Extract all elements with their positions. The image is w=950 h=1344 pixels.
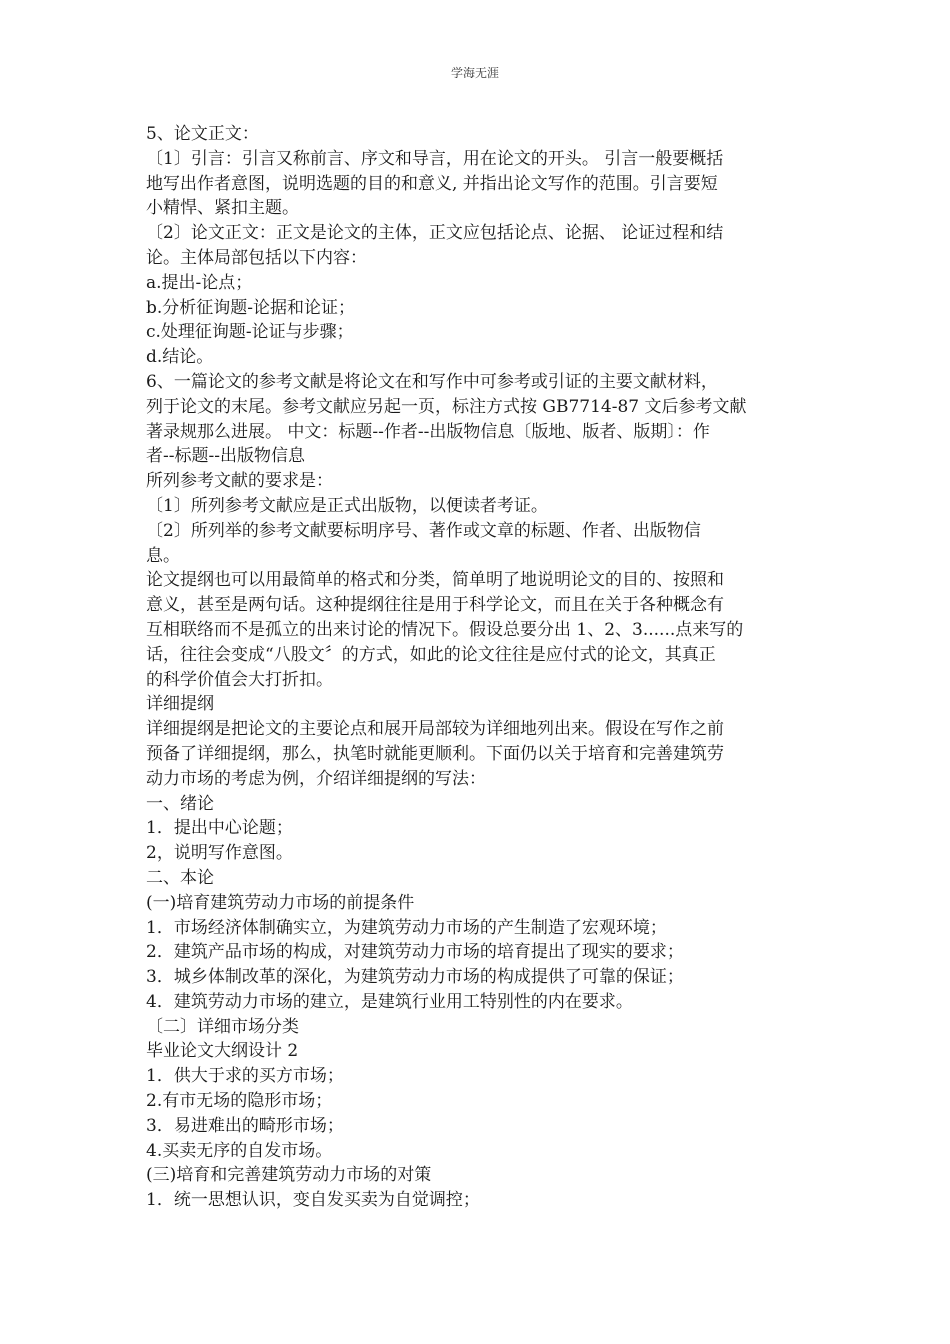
text-line: 2.有市无场的隐形市场； xyxy=(146,1091,333,1112)
text-line: 预备了详细提纲，那么，执笔时就能更顺利。下面仍以关于培育和完善建筑劳 xyxy=(146,743,724,764)
text-line: 4.买卖无序的自发市场。 xyxy=(146,1140,333,1161)
text-line: 〔1〕所列参考文献应是正式出版物，以便读者考证。 xyxy=(146,495,548,516)
text-line: 所列参考文献的要求是： xyxy=(146,471,333,492)
text-line: 1．提出中心论题； xyxy=(146,818,293,839)
text-line: 〔1〕引言：引言又称前言、序文和导言，用在论文的开头。 引言一般要概括 xyxy=(146,148,724,169)
text-line: 的科学价值会大打折扣。 xyxy=(146,669,333,690)
text-line: 3．易进难出的畸形市场； xyxy=(146,1115,344,1136)
text-line: 1．市场经济体制确实立，为建筑劳动力市场的产生制造了宏观环境； xyxy=(146,917,667,938)
text-line: 6、一篇论文的参考文献是将论文在和写作中可参考或引证的主要文献材料， xyxy=(146,371,718,392)
text-line: 一、绪论 xyxy=(146,793,214,814)
text-line: 地写出作者意图，说明选题的目的和意义, 并指出论文写作的范围。引言要短 xyxy=(146,173,718,194)
text-line: 5、论文正文： xyxy=(146,124,259,144)
page-header: 学海无涯 xyxy=(450,66,499,80)
text-line: 〔二〕详细市场分类 xyxy=(146,1016,299,1037)
text-line: (三)培育和完善建筑劳动力市场的对策 xyxy=(146,1165,432,1186)
text-line: 话，往往会变成“八股文〞的方式，如此的论文往往是应付式的论文，其真正 xyxy=(146,644,716,665)
text-line: 详细提纲是把论文的主要论点和展开局部较为详细地列出来。假设在写作之前 xyxy=(146,719,724,740)
text-line: a.提出-论点； xyxy=(146,272,253,293)
text-line: 2．建筑产品市场的构成，对建筑劳动力市场的培育提出了现实的要求； xyxy=(146,942,684,963)
text-line: 论。主体局部包括以下内容： xyxy=(146,247,367,268)
text-line: 论文提纲也可以用最简单的格式和分类，简单明了地说明论文的目的、按照和 xyxy=(146,570,724,591)
text-line: 〔2〕论文正文：正文是论文的主体，正文应包括论点、论据、 论证过程和结 xyxy=(146,223,724,244)
text-line: 4．建筑劳动力市场的建立，是建筑行业用工特别性的内在要求。 xyxy=(146,991,633,1012)
text-line: 动力市场的考虑为例，介绍详细提纲的写法： xyxy=(146,768,486,789)
text-line: 意义，甚至是两句话。这种提纲往往是用于科学论文，而且在关于各种概念有 xyxy=(146,595,724,616)
text-line: 1．统一思想认识，变自发买卖为自觉调控； xyxy=(146,1190,480,1211)
text-line: 毕业论文大纲设计 2 xyxy=(146,1041,299,1062)
text-line: c.处理征询题-论证与步骤； xyxy=(146,322,354,343)
text-line: 详细提纲 xyxy=(146,694,214,715)
document-body xyxy=(146,122,806,1213)
text-line: 二、本论 xyxy=(146,867,214,888)
text-line: 1．供大于求的买方市场； xyxy=(146,1066,344,1087)
text-line: b.分析征询题-论据和论证； xyxy=(146,297,356,318)
text-line: 互相联络而不是孤立的出来讨论的情况下。假设总要分出 1、2、3......点来写的 xyxy=(146,619,744,640)
text-line: 〔2〕所列举的参考文献要标明序号、著作或文章的标题、作者、出版物信 xyxy=(146,520,701,541)
text-line: 息。 xyxy=(146,545,180,566)
text-line: 列于论文的末尾。参考文献应另起一页，标注方式按 GB7714-87 文后参考文献 xyxy=(146,396,747,417)
text-line: d.结论。 xyxy=(146,347,214,368)
text-line: 者--标题--出版物信息 xyxy=(146,446,305,467)
text-line: 著录规那么进展。 中文：标题--作者--出版物信息〔版地、版者、版期〕：作 xyxy=(146,421,710,442)
text-line: 3．城乡体制改革的深化，为建筑劳动力市场的构成提供了可靠的保证； xyxy=(146,967,684,988)
text-line: 小精悍、紧扣主题。 xyxy=(146,198,299,219)
text-line: 2，说明写作意图。 xyxy=(146,843,293,864)
text-line: (一)培育建筑劳动力市场的前提条件 xyxy=(146,892,415,913)
